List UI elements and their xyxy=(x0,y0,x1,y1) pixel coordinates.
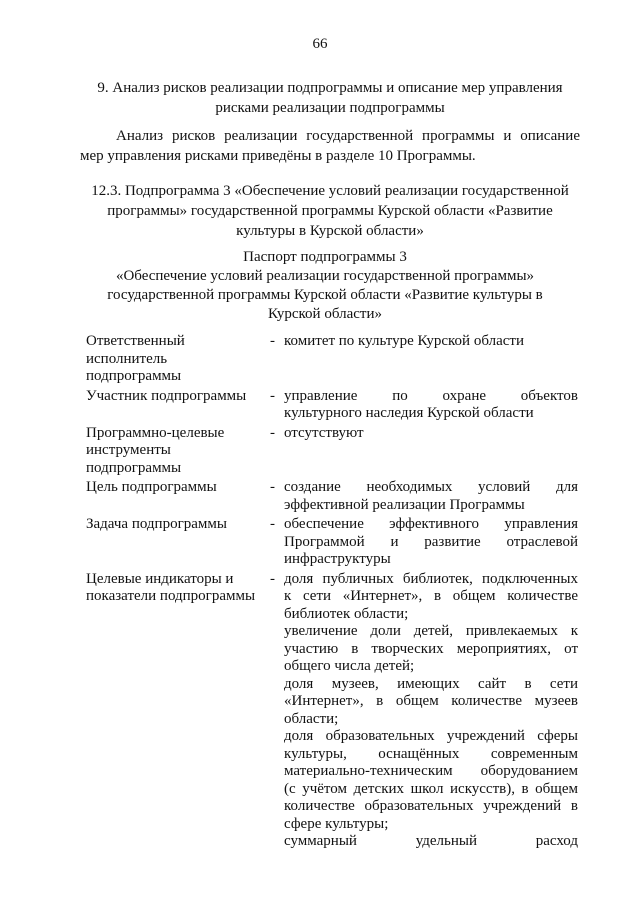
passport-row-value-line: инфраструктуры xyxy=(284,551,391,567)
passport-row-label-line: подпрограммы xyxy=(86,368,182,384)
section-9-text-line: мер управления рисками приведёны в разделе 10 Программы. xyxy=(80,148,476,164)
passport-row-value-line: создание необходимых условий для xyxy=(284,479,578,495)
passport-row-value-line: управление по охране объектов xyxy=(284,387,578,404)
passport-row xyxy=(86,514,578,569)
passport-row-dash: - xyxy=(270,516,275,532)
passport-row-label-line: Программно-целевые xyxy=(86,424,225,441)
passport-table-body xyxy=(86,333,578,851)
passport-row-value-line: культуры, оснащённых современным xyxy=(284,745,578,762)
passport-row-label-line: Цель подпрограммы xyxy=(86,479,217,495)
passport-row-dash: - xyxy=(270,479,275,495)
passport-row-value-line: доля музеев, имеющих сайт в сети xyxy=(284,675,578,692)
passport-row-value-line: обеспечение эффективного управления xyxy=(284,516,578,532)
passport-row-value-line: к сети «Интернет», в общем количестве xyxy=(284,588,578,604)
passport-row-label xyxy=(86,333,270,386)
passport-row-value-line: материально-техническим оборудованием xyxy=(284,763,578,779)
passport-row-label-line: Целевые индикаторы и xyxy=(86,570,234,587)
passport-row-label-line: исполнитель xyxy=(86,350,168,367)
passport-row-label xyxy=(86,514,270,569)
section-12-3-title xyxy=(80,181,580,241)
passport-row-value-line: (с учётом детских школ искусств), в общем xyxy=(284,780,578,797)
passport-table xyxy=(86,333,578,851)
passport-row-value-line: суммарный удельный расход xyxy=(284,833,578,849)
passport-row-value-line: увеличение доли детей, привлекаемых к xyxy=(284,623,578,639)
passport-row-value xyxy=(284,423,578,478)
passport-row-label xyxy=(86,423,270,478)
passport-row-dash: - xyxy=(270,424,275,441)
passport-row-label-line: Участник подпрограммы xyxy=(86,387,247,404)
page-number: 66 xyxy=(312,36,328,52)
passport-row xyxy=(86,423,578,478)
passport-row-value xyxy=(284,514,578,569)
passport-row xyxy=(86,569,578,851)
passport-row-value-line: доля образовательных учреждений сферы xyxy=(284,728,578,744)
passport-row-value-line: общего числа детей; xyxy=(284,658,415,674)
passport-row-label-line: показатели подпрограммы xyxy=(86,588,256,604)
passport-row-value-line: участию в творческих мероприятиях, от xyxy=(284,640,578,657)
passport-title-line: Паспорт подпрограммы 3 xyxy=(243,249,407,265)
section-9-title xyxy=(80,78,580,118)
passport-row-label-line: Задача подпрограммы xyxy=(86,516,227,532)
passport-row-value-line: комитет по культуре Курской области xyxy=(284,333,524,349)
passport-row-value-line: отсутствуют xyxy=(284,424,364,441)
passport-row-label xyxy=(86,386,270,423)
passport-row-label-line: подпрограммы xyxy=(86,459,182,476)
section-9-title-line: 9. Анализ рисков реализации подпрограммы и описание мер управления xyxy=(97,80,563,96)
section-12-3-title-line: программы» государственной программы Курской области «Развитие xyxy=(107,203,553,219)
passport-row-value-line: количестве образовательных учреждений в xyxy=(284,798,578,814)
section-9-text-line: Анализ рисков реализации государственной программы и описание xyxy=(116,128,580,144)
passport-row xyxy=(86,333,578,386)
passport-row-label xyxy=(86,569,270,851)
passport-row-value xyxy=(284,477,578,514)
passport-row xyxy=(86,477,578,514)
passport-row-label-line: инструменты xyxy=(86,442,171,458)
passport-row-value-line: эффективной реализации Программы xyxy=(284,496,525,513)
section-9-title-line: рисками реализации подпрограммы xyxy=(215,100,445,116)
passport-row-value-line: «Интернет», в общем количестве музеев xyxy=(284,693,578,709)
section-12-3-title-line: 12.3. Подпрограмма 3 «Обеспечение условий реализации государственной xyxy=(91,183,569,199)
section-9-text xyxy=(80,126,580,166)
passport-row-dash: - xyxy=(270,333,275,349)
passport-row xyxy=(86,386,578,423)
passport-row-value-line: библиотек области; xyxy=(284,605,409,622)
passport-row-value xyxy=(284,333,578,386)
passport-title xyxy=(90,248,560,324)
passport-row-dash: - xyxy=(270,570,275,587)
passport-row-value-line: культурного наследия Курской области xyxy=(284,405,534,421)
passport-row-value-line: Программой и развитие отраслевой xyxy=(284,533,578,550)
passport-title-line: государственной программы Курской области «Развитие культуры в xyxy=(107,287,543,303)
passport-row-value-line: сфере культуры; xyxy=(284,815,389,832)
section-12-3-title-line: культуры в Курской области» xyxy=(236,223,424,239)
passport-row-value xyxy=(284,569,578,851)
passport-row-value-line: доля публичных библиотек, подключенных xyxy=(284,570,578,587)
passport-row-label-line: Ответственный xyxy=(86,333,185,349)
passport-row-value xyxy=(284,386,578,423)
passport-title-line: «Обеспечение условий реализации государственной программы» xyxy=(115,268,535,284)
passport-row-value-line: области; xyxy=(284,710,339,727)
passport-row-dash: - xyxy=(270,387,275,404)
passport-row-label xyxy=(86,477,270,514)
passport-title-line: Курской области» xyxy=(268,306,382,322)
